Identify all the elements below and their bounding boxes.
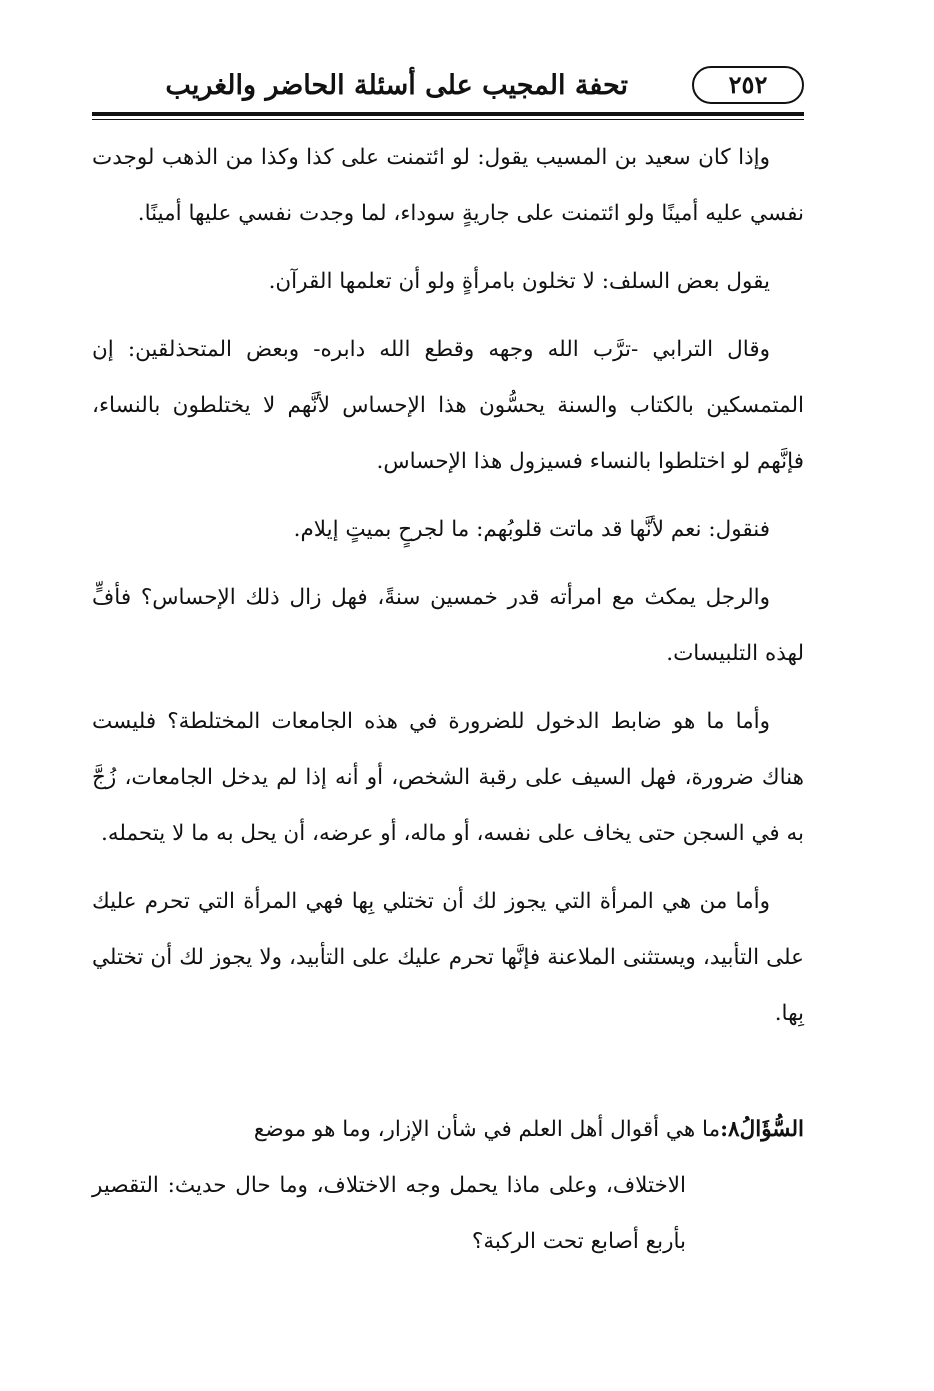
paragraph: وأما من هي المرأة التي يجوز لك أن تختلي بِها فهي المرأة التي تحرم عليك على التأبيد، ويستثنى الملاعنة فإنَّها تحرم عليك على التأبيد، ولا يجوز لك أن تختلي بِها. — [92, 889, 804, 1026]
paragraph: فنقول: نعم لأنَّها قد ماتت قلوبُهم: ما لجرحٍ بميتٍ إيلام. — [293, 517, 770, 542]
question-text-continuation: الاختلاف، وعلى ماذا يحمل وجه الاختلاف، وما حال حديث: التقصير بأربع أصابع تحت الركبة؟ — [92, 1173, 686, 1254]
page-number: ٢٥٢ — [692, 66, 804, 104]
question-text-line1: ما هي أقوال أهل العلم في شأن الإزار، وما هو موضع — [253, 1117, 721, 1142]
paragraph: وإذا كان سعيد بن المسيب يقول: لو ائتمنت على كذا وكذا من الذهب لوجدت نفسي عليه أمينًا ولو ائتمنت على جاريةٍ سوداء، لما وجدت نفسي عليها أمينًا. — [92, 145, 804, 226]
question-block — [92, 1102, 804, 1270]
paragraph: يقول بعض السلف: لا تخلون بامرأةٍ ولو أن تعلمها القرآن. — [268, 269, 770, 294]
header-rule-thick — [92, 112, 804, 116]
running-title: تحفة المجيب على أسئلة الحاضر والغريب — [165, 70, 628, 101]
question-label: السُّؤَالُ٨: — [720, 1117, 804, 1142]
page-header — [92, 60, 804, 118]
body-text — [92, 130, 804, 1054]
paragraph: والرجل يمكث مع امرأته قدر خمسين سنةً، فهل زال ذلك الإحساس؟ فأفٍّ لهذه التلبيسات. — [92, 585, 804, 666]
paragraph: وقال الترابي -ترَّب الله وجهه وقطع الله دابره- وبعض المتحذلقين: إن المتمسكين بالكتاب والسنة يحسُّون هذا الإحساس لأنَّهم لا يختلطون بالنساء، فإنَّهم لو اختلطوا بالنساء فسيزول هذا الإحساس. — [92, 337, 804, 474]
header-rule-thin — [92, 119, 804, 120]
paragraph: وأما ما هو ضابط الدخول للضرورة في هذه الجامعات المختلطة؟ فليست هناك ضرورة، فهل السيف على رقبة الشخص، أو أنه إذا لم يدخل الجامعات، زُجَّ به في السجن حتى يخاف على نفسه، أو ماله، أو عرضه، أن يحل به ما لا يتحمله. — [92, 709, 804, 846]
